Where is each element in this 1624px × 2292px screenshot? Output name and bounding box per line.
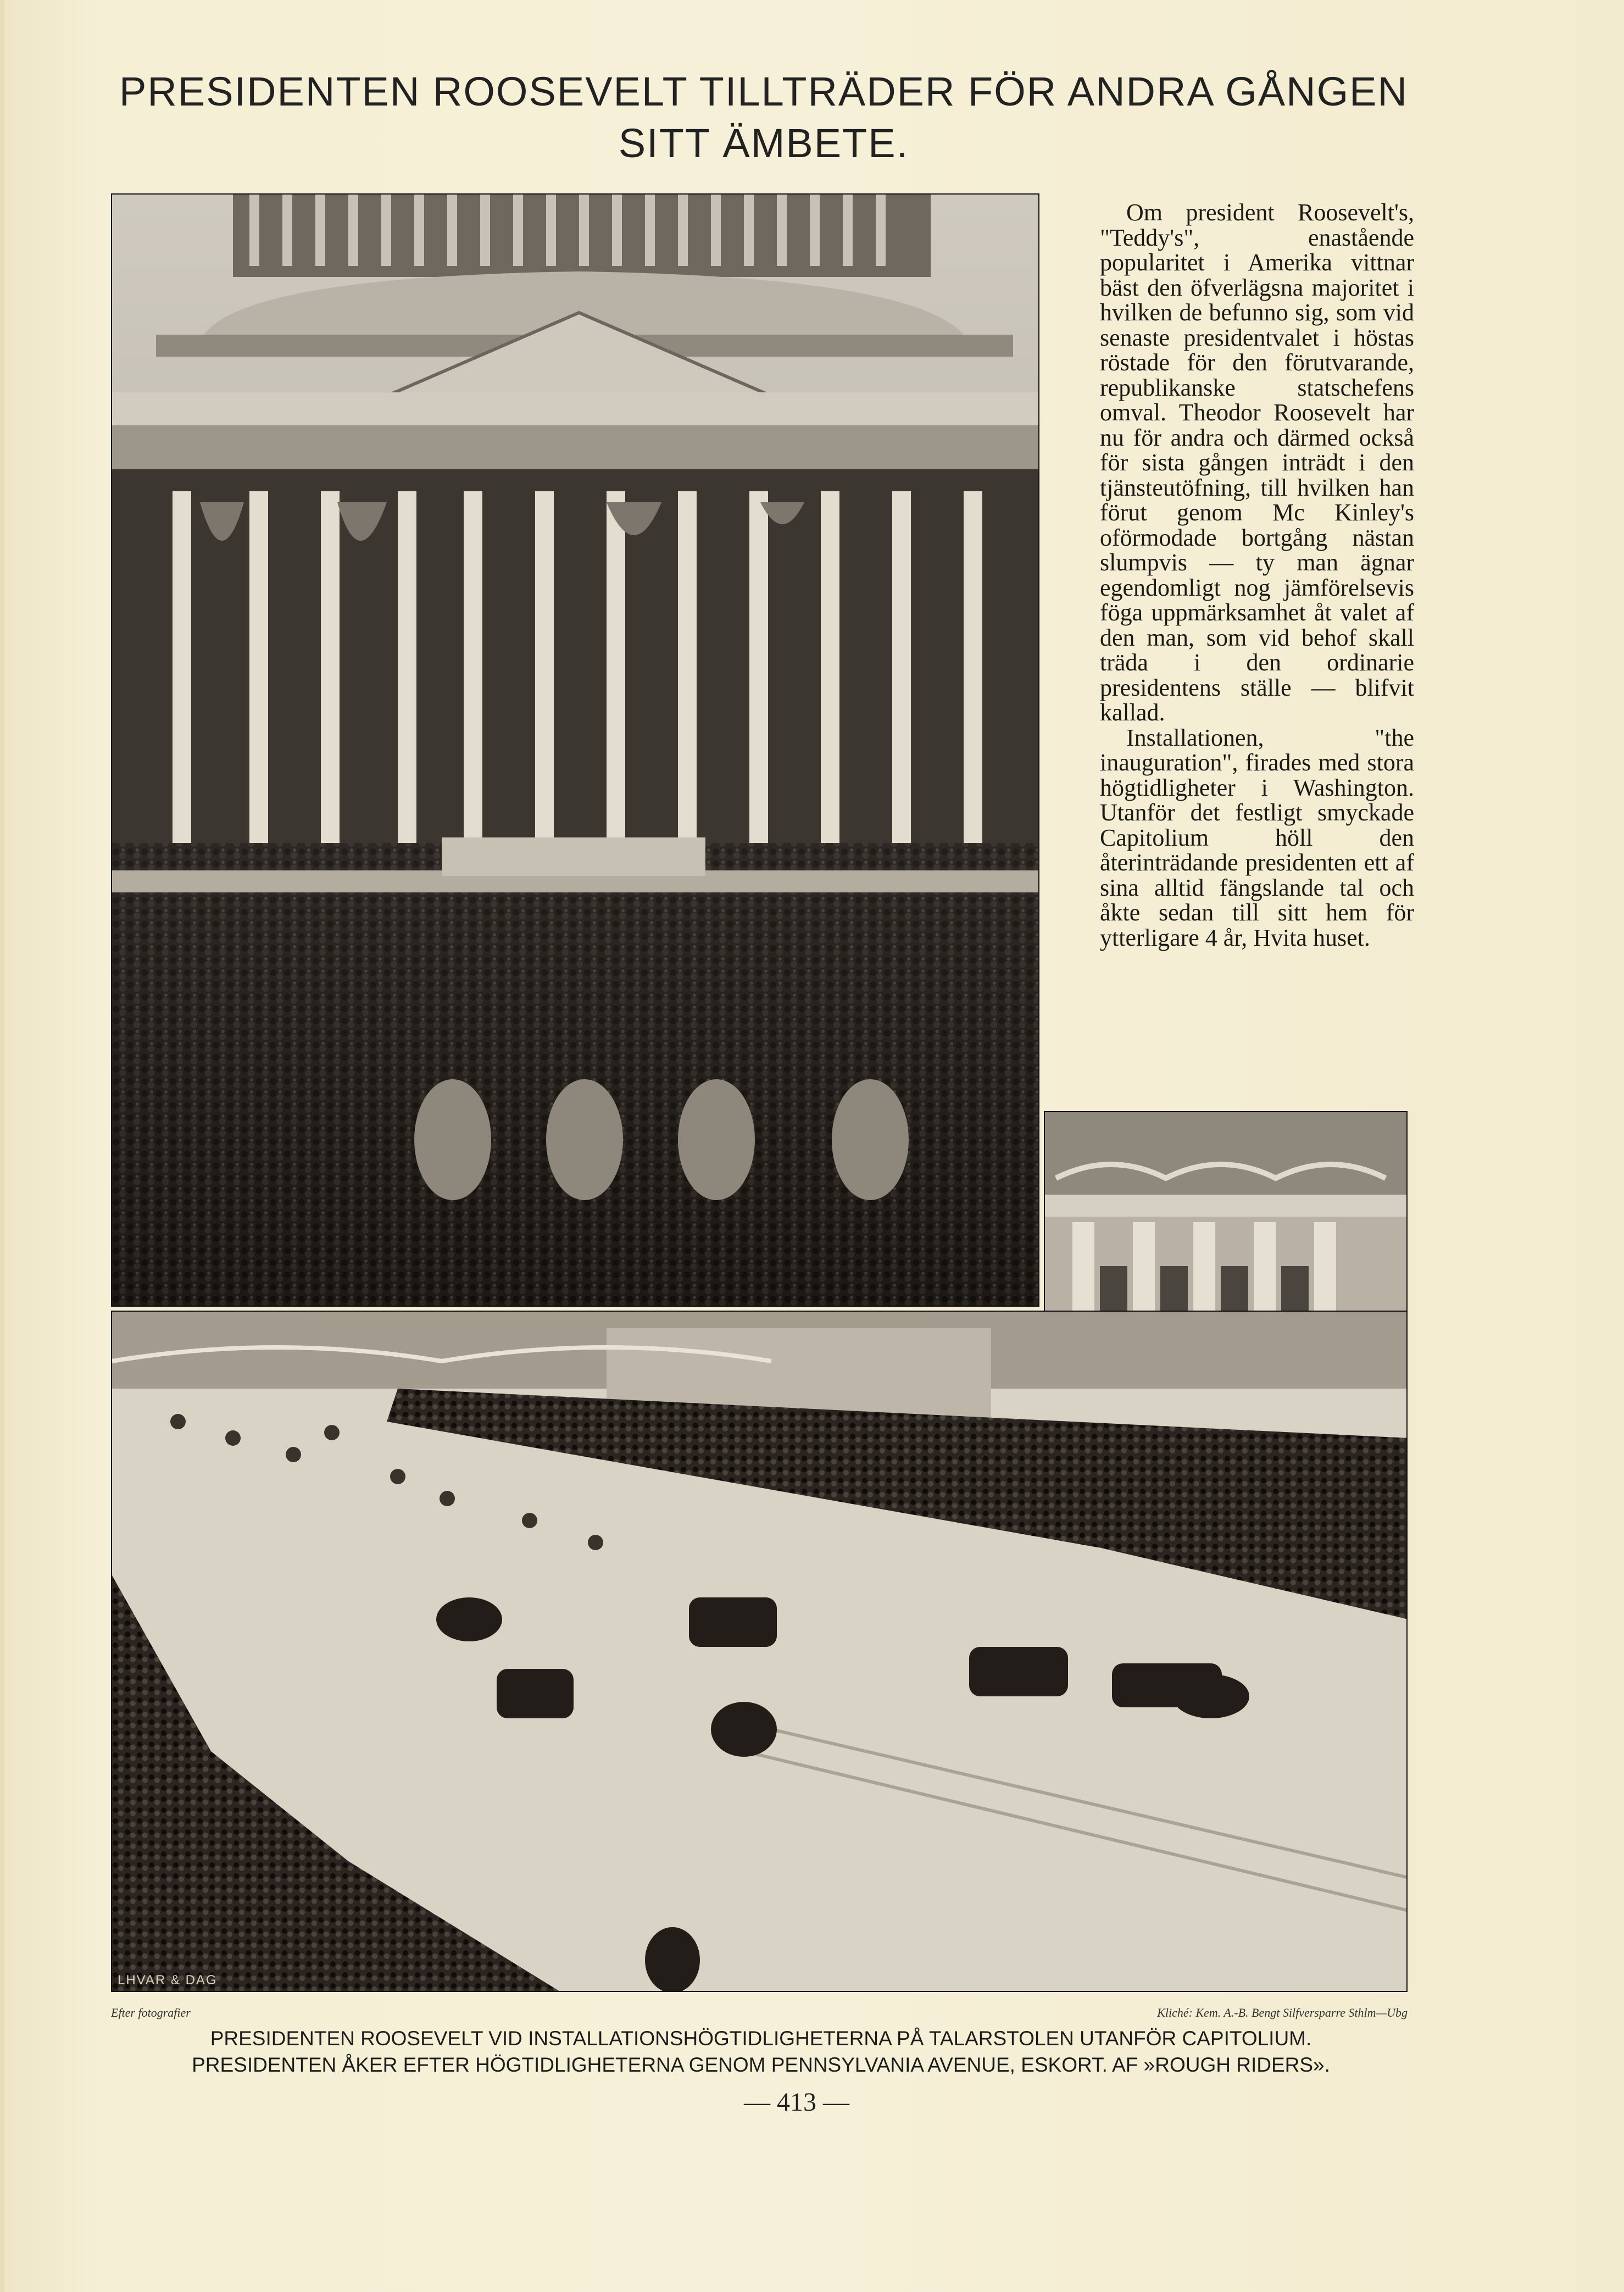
engraving-credit: Kliché: Kem. A.-B. Bengt Silfversparre Sthlm—Ubg xyxy=(1157,2006,1408,2019)
article-paragraph-2: Installationen, "the inauguration", firades med stora högtidligheter i Washington. Utanför det festligt smyckade Capitolium höll den återinträdande presidenten ett af sina alltid fängslande tal och åkte sedan till sitt hem för ytterligare 4 år, Hvita huset. xyxy=(1100,724,1414,951)
caption-line-2: PRESIDENTEN ÅKER EFTER HÖGTIDLIGHETERNA GENOM PENNSYLVANIA AVENUE, ESKORT. AF »ROUGH RIDERS». xyxy=(192,2054,1330,2076)
photo-caption xyxy=(82,2025,1439,2078)
capitol-inauguration-photo xyxy=(111,193,1039,1307)
pennsylvania-avenue-parade-photo xyxy=(111,1311,1408,1992)
page-number: — 413 — xyxy=(744,2088,849,2117)
article-text xyxy=(1100,200,1414,950)
article-paragraph-1: Om president Roosevelt's, "Teddy's", enastående popularitet i Amerika vittnar bäst den öfverlägsna majoritet i hvilken de befunno sig, som vid senaste presidentvalet i höstas röstade för den förutvarande, republikanske statschefens omval. Theodor Roosevelt har nu för andra och därmed också för sista gången inträdt i den tjänsteutöfning, till hvilken han förut genom Mc Kinley's oförmodade bortgång nästan slumpvis — ty man ägnar egendomligt nog jämförelsevis föga uppmärksamhet åt valet af den man, som vid behof skall träda i den ordinarie presidentens ställe — blifvit kallad. xyxy=(1100,199,1414,726)
title-line-2: SITT ÄMBETE. xyxy=(618,120,909,166)
photo-credit: Efter fotografier xyxy=(111,2006,191,2019)
photo-stamp: LHVAR & DAG xyxy=(118,1973,218,1988)
caption-line-1: PRESIDENTEN ROOSEVELT VID INSTALLATIONSHÖGTIDLIGHETERNA PÅ TALARSTOLEN UTANFÖR CAPITOLIUM. xyxy=(210,2027,1312,2050)
page-title xyxy=(110,66,1417,169)
title-line-1: PRESIDENTEN ROOSEVELT TILLTRÄDER FÖR ANDRA GÅNGEN xyxy=(119,69,1408,114)
